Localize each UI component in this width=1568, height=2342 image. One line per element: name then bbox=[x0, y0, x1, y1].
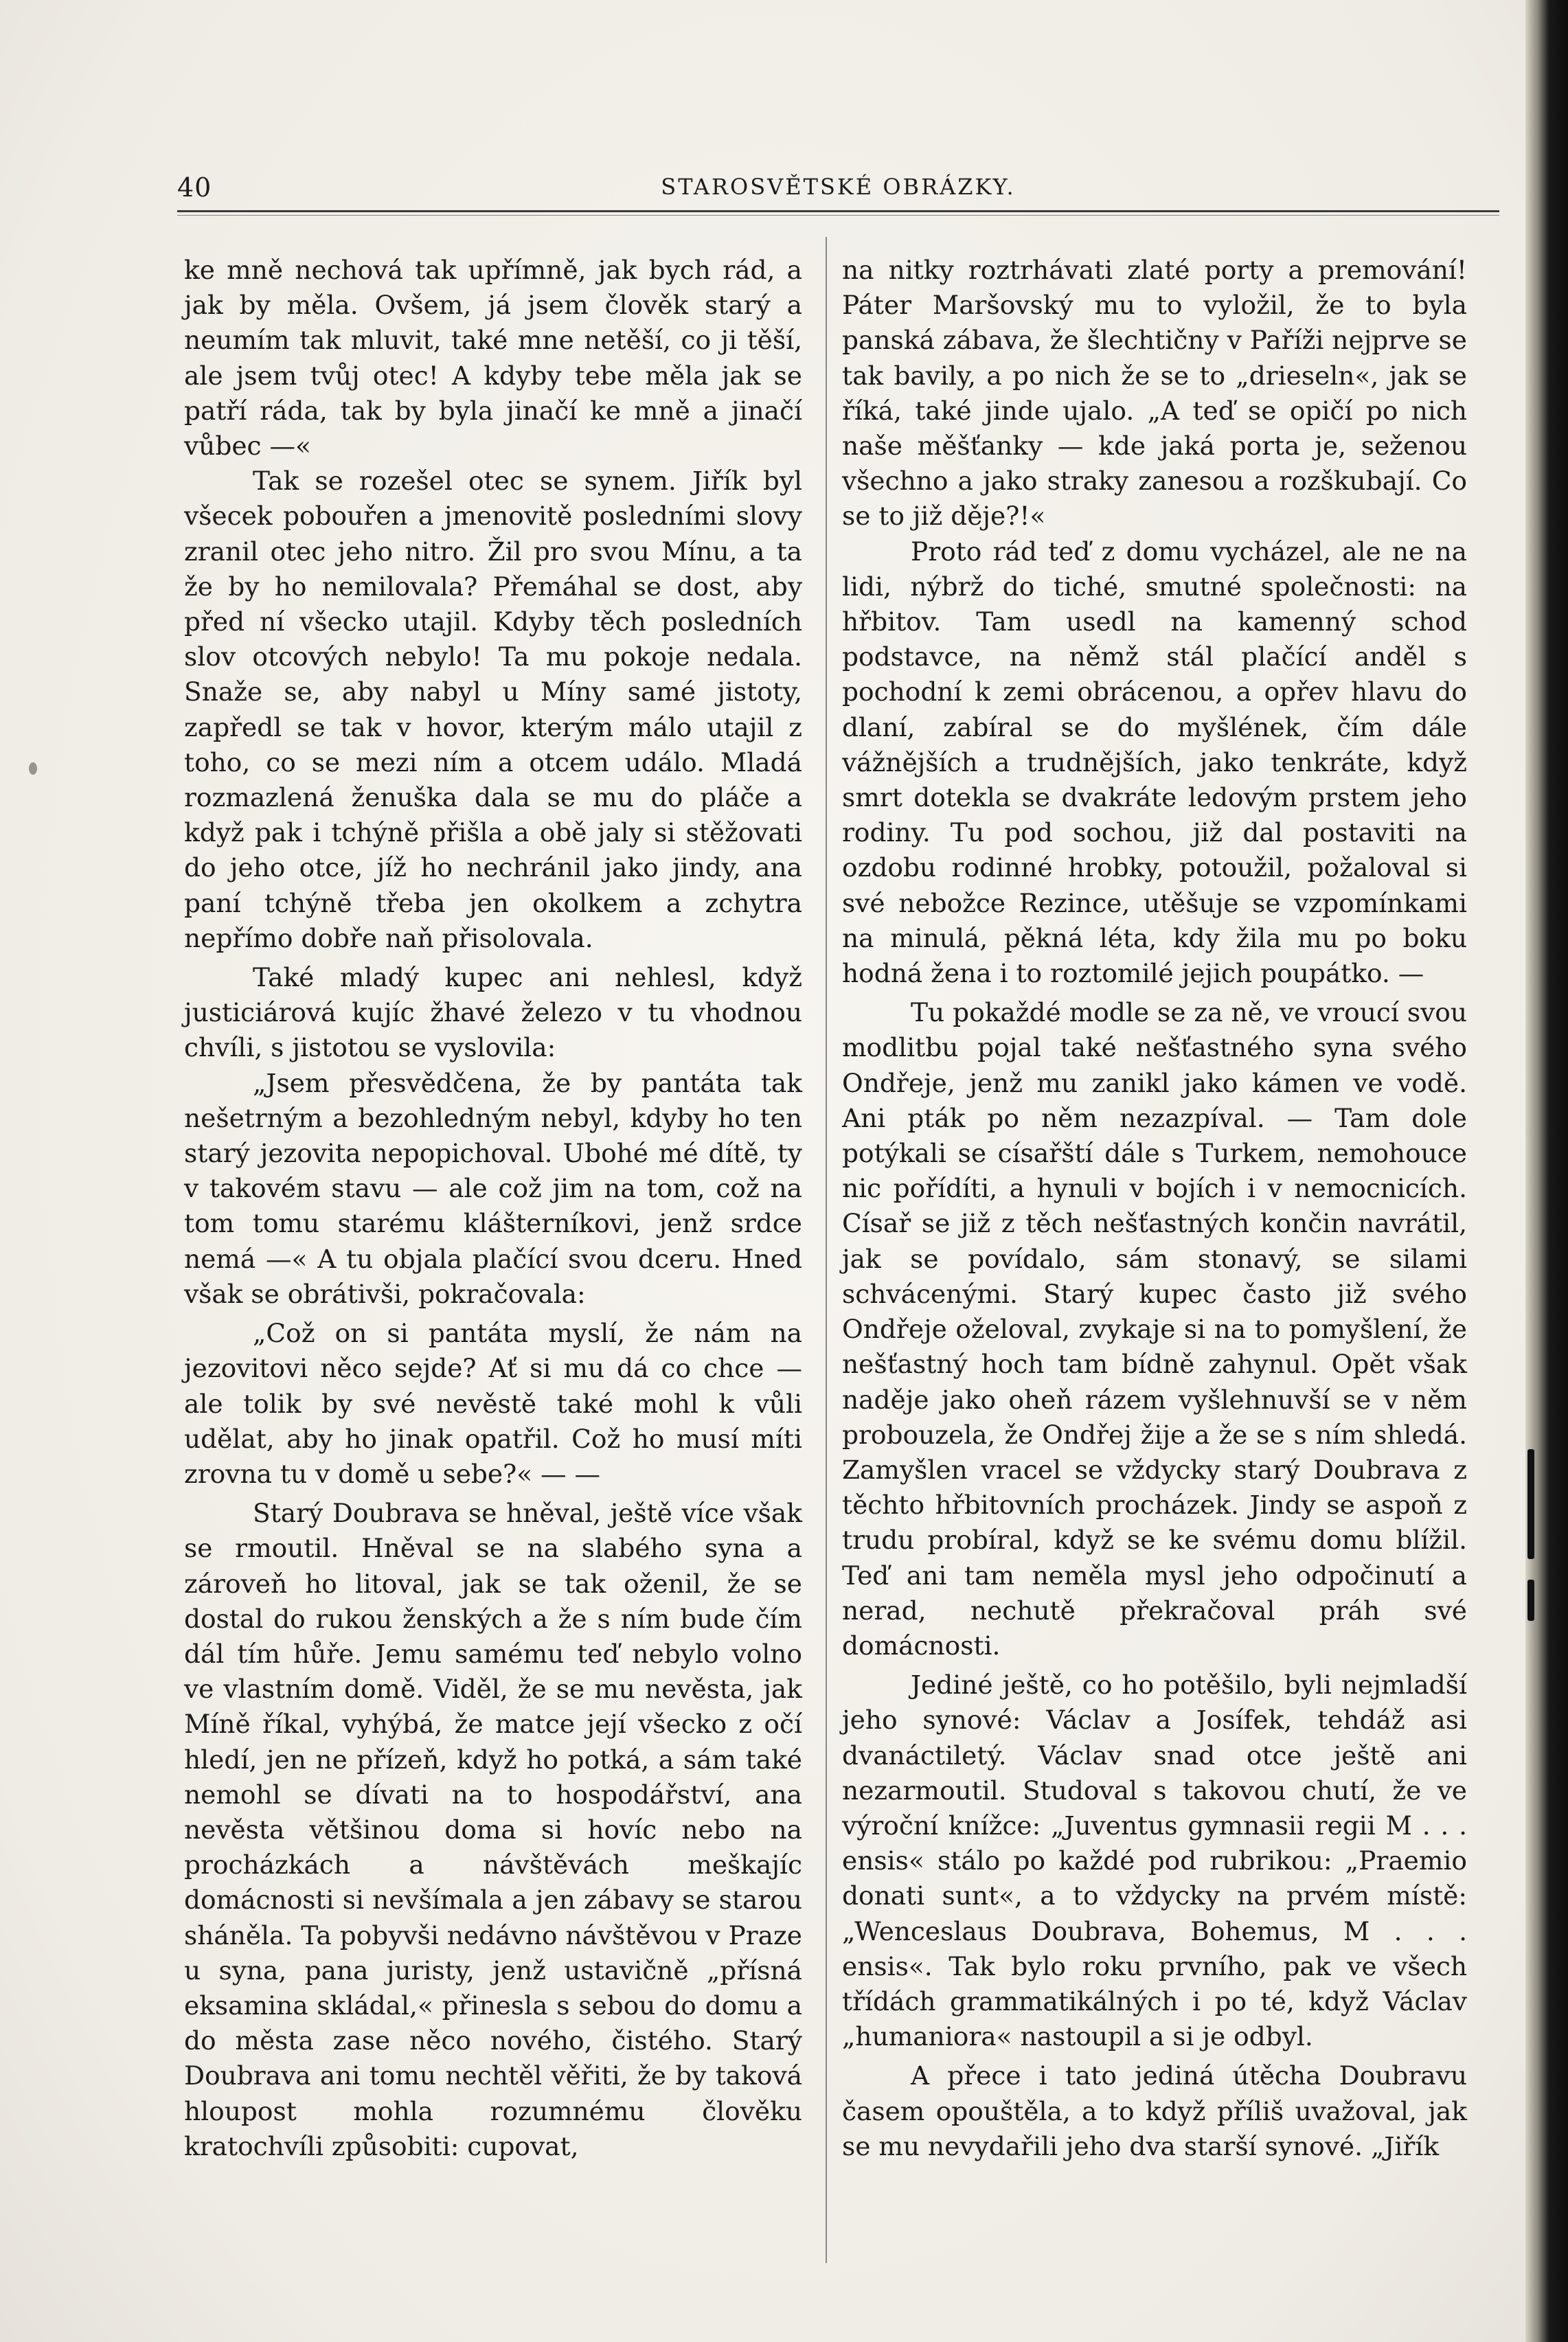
page-edge-shadow bbox=[1525, 0, 1568, 2342]
paragraph: Také mladý kupec ani nehlesl, když justiciárová kujíc žhavé železo v tu vhodnou chvíli, s jistotou se vyslovila: bbox=[184, 962, 802, 1063]
left-column bbox=[184, 253, 802, 2164]
paragraph: ke mně nechová tak upřímně, jak bych rád, a jak by měla. Ovšem, já jsem člověk starý a neumím tak mluvit, také mne netěší, co ji těší, ale jsem tvůj otec! A kdyby tebe měla jak se patří ráda, tak by byla jinačí ke mně a jinačí vůbec —« bbox=[184, 255, 802, 462]
paragraph: „Jsem přesvědčena, že by pantáta tak nešetrným a bezohledným nebyl, kdyby ho ten starý jezovita nepopichoval. Ubohé mé dítě, ty v takovém stavu — ale což jim na tom, což na tom tomu starému klášterníkovi, jenž srdce nemá —« A tu objala plačící svou dceru. Hned však se obrátivši, pokračovala: bbox=[184, 1067, 802, 1309]
running-title: STAROSVĚTSKÉ OBRÁZKY. bbox=[661, 174, 1016, 200]
paragraph: Proto rád teď z domu vycházel, ale ne na lidi, nýbrž do tiché, smutné společnosti: na hřbitov. Tam usedl na kamenný schod podstavce, na němž stál plačící anděl s pochodní k zemi obrácenou, a opřev hlavu do dlaní, zabíral se do myšlének, čím dále vážnějších a trudnějších, jako tenkráte, když smrt dotekla se dvakráte ledovým prstem jeho rodiny. Tu pod sochou, již dal postaviti na ozdobu rodinné hrobky, potoužil, požaloval si své nebožce Rezince, utěšuje se vzpomínkami na minulá, pěkná léta, kdy žila mu po boku hodná žena i to roztomilé jejich poupátko. — bbox=[842, 536, 1467, 989]
ink-spot bbox=[29, 762, 37, 775]
scan-mark bbox=[1527, 1580, 1534, 1621]
scan-mark bbox=[1527, 1449, 1534, 1559]
right-column bbox=[842, 253, 1467, 2164]
paragraph: „Což on si pantáta myslí, že nám na jezovitovi něco sejde? Ať si mu dá co chce — ale tolik by své nevěstě také mohl k vůli udělat, aby ho jinak opatřil. Což ho musí míti zrovna tu v domě u sebe?« — — bbox=[184, 1318, 802, 1489]
paragraph: Jediné ještě, co ho potěšilo, byli nejmladší jeho synové: Václav a Josífek, tehdáž asi dvanáctiletý. Václav snad otce ještě ani nezarmoutil. Studoval s takovou chutí, že ve výroční knížce: „Juventus gymnasii regii M . . . ensis« stálo po každé pod rubrikou: „Praemio donati sunt«, a to vždycky na prvém místě: „Wenceslaus Doubrava, Bohemus, M . . . ensis«. Tak bylo roku prvního, pak ve všech třídách grammatikálných i po té, když Václav „humaniora« nastoupil a si je odbyl. bbox=[842, 1670, 1467, 2052]
header-rule bbox=[177, 210, 1499, 212]
header-rule-thin bbox=[177, 215, 1499, 216]
paragraph: Tak se rozešel otec se synem. Jiřík byl všecek pobouřen a jmenovitě posledními slovy zranil otec jeho nitro. Žil pro svou Mínu, a ta že by ho nemilovala? Přemáhal se dost, aby před ní všecko utajil. Kdyby těch posledních slov otcových nebylo! Ta mu pokoje nedala. Snaže se, aby nabyl u Míny samé jistoty, zapředl se tak v hovor, kterým málo utajil z toho, co se mezi ním a otcem událo. Mladá rozmazlená ženuška dala se mu do pláče a když pak i tchýně přišla a obě jaly si stěžovati do jeho otce, jíž ho nechránil jako jindy, ana paní tchýně třeba jen okolkem a zchytra nepřímo dobře naň přisolovala. bbox=[184, 466, 802, 953]
column-divider bbox=[826, 237, 827, 2263]
paragraph: Tu pokaždé modle se za ně, ve vroucí svou modlitbu pojal také nešťastného syna svého Ondřeje, jenž mu zanikl jako kámen ve vodě. Ani pták po něm nezazpíval. — Tam dole potýkali se císařští dále s Turkem, nemohouce nic pořídíti, a hynuli v bojích i v nemocnicích. Císař se již z těch nešťastných končin navrátil, jak se povídalo, sám stonavý, se silami schvácenými. Starý kupec často již svého Ondřeje oželoval, zvykaje si na to pomyšlení, že nešťastný hoch tam bídně zahynul. Opět však naděje jako oheň rázem vyšlehnuvší se v něm probouzela, že Ondřej žije a že se s ním shledá. Zamyšlen vracel se vždycky starý Doubrava z těchto hřbitovních procházek. Jindy se aspoň z trudu probíral, když se ke svému domu blížil. Teď ani tam neměla mysl jeho odpočinutí a nerad, nechutě překračoval práh své domácnosti. bbox=[842, 997, 1467, 1661]
paragraph: na nitky roztrhávati zlaté porty a premování! Páter Maršovský mu to vyložil, že to byla panská zábava, že šlechtičny v Paříži nejprve se tak bavily, a po nich že se to „drieseln«, jak se říká, také jinde ujalo. „A teď se opičí po nich naše měšťanky — kde jaká porta je, seženou všechno a jako straky zanesou a rozškubají. Co se to již děje?!« bbox=[842, 255, 1467, 532]
page-header bbox=[177, 168, 1499, 209]
paragraph: A přece i tato jediná útěcha Doubravu časem opouštěla, a to když příliš uvažoval, jak se mu nevydařili jeho dva starší synové. „Jiřík bbox=[842, 2060, 1467, 2161]
paragraph: Starý Doubrava se hněval, ještě více však se rmoutil. Hněval se na slabého syna a zároveň ho litoval, jak se tak oženil, že se dostal do rukou ženských a že s ním bude čím dál tím hůře. Jemu samému teď nebylo volno ve vlastním domě. Viděl, že se mu nevěsta, jak Míně říkal, vyhýbá, že matce její všecko z očí hledí, jen ne přízeň, když ho potká, a sám také nemohl se dívati na to hospodářství, ana nevěsta většinou doma si hovíc nebo na procházkách a návštěvách meškajíc domácnosti si nevšímala a jen zábavy se starou sháněla. Ta pobyvši nedávno návštěvou v Praze u syna, pana juristy, jenž ustavičně „přísná eksamina skládal,« přinesla s sebou do domu a do města zase něco nového, čistého. Starý Doubrava ani tomu nechtěl věřiti, že by taková hloupost mohla rozumnému člověku kratochvíli způsobiti: cupovat, bbox=[184, 1498, 802, 2161]
page-number: 40 bbox=[177, 172, 212, 203]
